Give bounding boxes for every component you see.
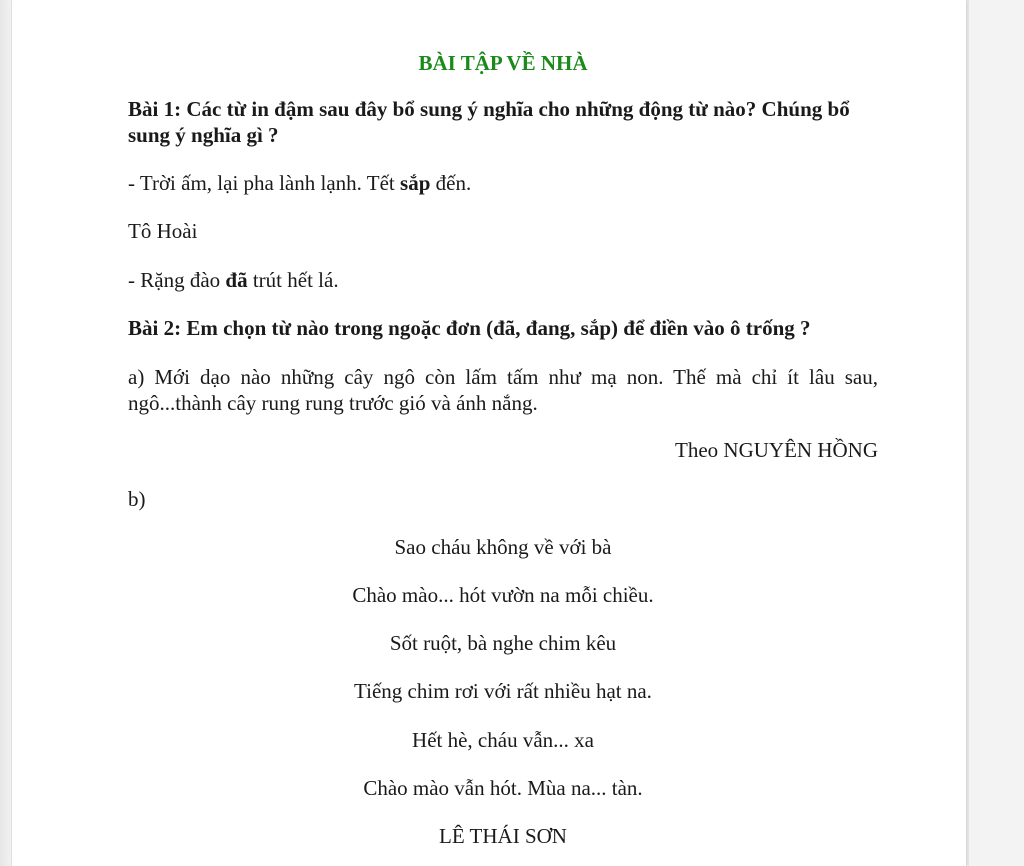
sentence-1-text-after: đến. <box>430 171 472 195</box>
sentence-2-text-before: - Rặng đào <box>128 268 226 292</box>
exercise-1-question: Bài 1: Các từ in đậm sau đây bổ sung ý nghĩa cho những động từ nào? Chúng bổ sung ý nghĩa gì ? <box>128 97 850 147</box>
viewer-margin <box>968 0 1024 866</box>
poem-line: Sao cháu không về với bà <box>394 535 612 559</box>
exercise-2-part-a: a) Mới dạo nào những cây ngô còn lấm tấm như mạ non. Thế mà chỉ ít lâu sau, ngô...thành cây rung rung trước gió và ánh nắng. <box>128 365 878 415</box>
exercise-2-part-a-author: Theo NGUYÊN HỒNG <box>675 438 878 462</box>
exercise-1-author: Tô Hoài <box>128 219 198 243</box>
sentence-1-text-before: - Trời ấm, lại pha lành lạnh. Tết <box>128 171 401 195</box>
poem-line: Chào mào vẫn hót. Mùa na... tàn. <box>363 776 643 800</box>
document-title: BÀI TẬP VỀ NHÀ <box>418 51 588 75</box>
exercise-2-part-b-label: b) <box>128 487 146 511</box>
exercise-1-sentence-2 <box>128 267 878 293</box>
poem-line: Chào mào... hót vườn na mỗi chiều. <box>352 583 654 607</box>
exercise-2-question: Bài 2: Em chọn từ nào trong ngoặc đơn (đã, đang, sắp) để điền vào ô trống ? <box>128 316 811 340</box>
document-page <box>12 0 966 866</box>
sentence-1-bold-word: sắp <box>400 171 431 195</box>
poem-line: Hết hè, cháu vẫn... xa <box>412 728 594 752</box>
sentence-2-text-after: trút hết lá. <box>247 268 339 292</box>
poem-line: Tiếng chim rơi với rất nhiều hạt na. <box>354 679 652 703</box>
poem-author: LÊ THÁI SƠN <box>439 824 567 848</box>
sentence-2-bold-word: đã <box>225 268 248 292</box>
exercise-1-sentence-1 <box>128 170 878 196</box>
poem-line: Sốt ruột, bà nghe chim kêu <box>389 631 617 655</box>
